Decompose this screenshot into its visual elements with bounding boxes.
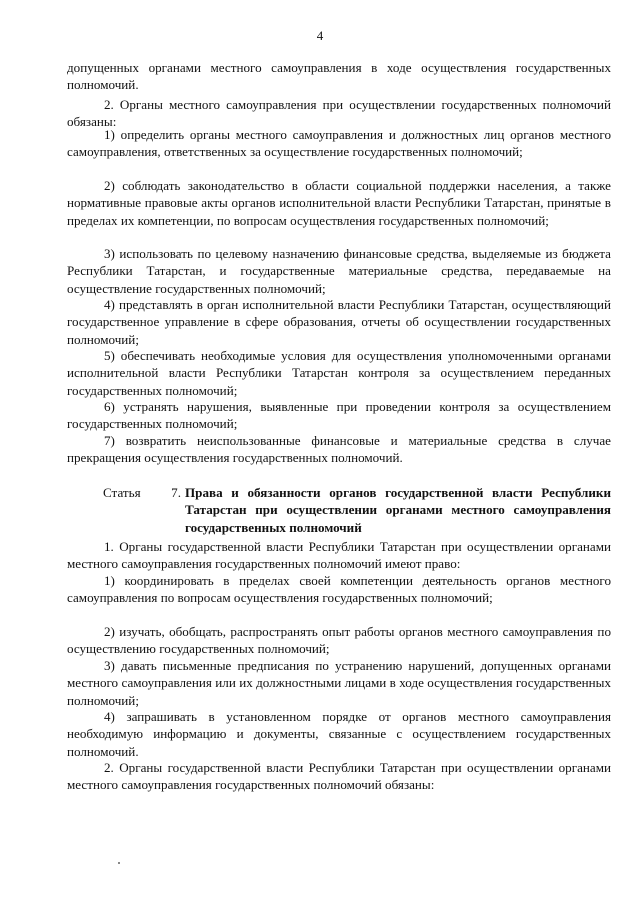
- article-label: [103, 484, 181, 501]
- article-title: Права и обязанности органов государственной власти Республики Татарстан при осуществлении органами местного самоуправления государственных полномочий: [185, 485, 611, 535]
- article-label-word: Статья: [103, 485, 141, 500]
- rights-item-3: 3) давать письменные предписания по устранению нарушений, допущенных органами местного самоуправления или их должностными лицами в ходе осуществления государственных полномочий;: [67, 658, 611, 708]
- list-item-1: 1) определить органы местного самоуправления и должностных лиц органов местного самоуправления, ответственных за осуществление государственных полномочий;: [67, 127, 611, 160]
- list-item-4: 4) представлять в орган исполнительной власти Республики Татарстан, осуществляющий государственное управление в сфере образования, отчеты об осуществлении государственных полномочий;: [67, 297, 611, 347]
- scan-dot: [118, 862, 120, 864]
- list-item-3: 3) использовать по целевому назначению финансовые средства, выделяемые из бюджета Республики Татарстан, и государственные материальные средства, передаваемые на осуществление государственных полномочий;: [67, 246, 611, 296]
- paragraph-2-obligations-intro: 2. Органы местного самоуправления при осуществлении государственных полномочий обязаны:: [67, 97, 611, 130]
- paragraph-1-rights-intro: 1. Органы государственной власти Республики Татарстан при осуществлении органами местного самоуправления государственных полномочий имеют право:: [67, 539, 611, 572]
- article-heading: [103, 484, 611, 536]
- paragraph-2-duties-intro: 2. Органы государственной власти Республики Татарстан при осуществлении органами местного самоуправления государственных полномочий обязаны:: [67, 760, 611, 793]
- list-item-6: 6) устранять нарушения, выявленные при проведении контроля за осуществлением государственных полномочий;: [67, 399, 611, 432]
- list-item-2: 2) соблюдать законодательство в области социальной поддержки населения, а также нормативные правовые акты органов исполнительной власти Республики Татарстан, принятые в пределах их компетенции, по вопросам осуществления государственных полномочий;: [67, 178, 611, 228]
- article-label-number: 7.: [171, 485, 181, 500]
- rights-item-2: 2) изучать, обобщать, распространять опыт работы органов местного самоуправления по осуществлению государственных полномочий;: [67, 624, 611, 657]
- rights-item-1: 1) координировать в пределах своей компетенции деятельность органов местного самоуправления по вопросам осуществления государственных полномочий;: [67, 573, 611, 606]
- list-item-5: 5) обеспечивать необходимые условия для осуществления уполномоченными органами исполнительной власти Республики Татарстан контроля за осуществлением переданных государственных полномочий;: [67, 348, 611, 398]
- paragraph-continuation: допущенных органами местного самоуправления в ходе осуществления государственных полномочий.: [67, 60, 611, 93]
- rights-item-4: 4) запрашивать в установленном порядке от органов местного самоуправления необходимую информацию и документы, связанные с осуществлением государственных полномочий.: [67, 709, 611, 759]
- page-number: 4: [316, 28, 324, 43]
- list-item-7: 7) возвратить неиспользованные финансовые и материальные средства в случае прекращения осуществления государственных полномочий.: [67, 433, 611, 466]
